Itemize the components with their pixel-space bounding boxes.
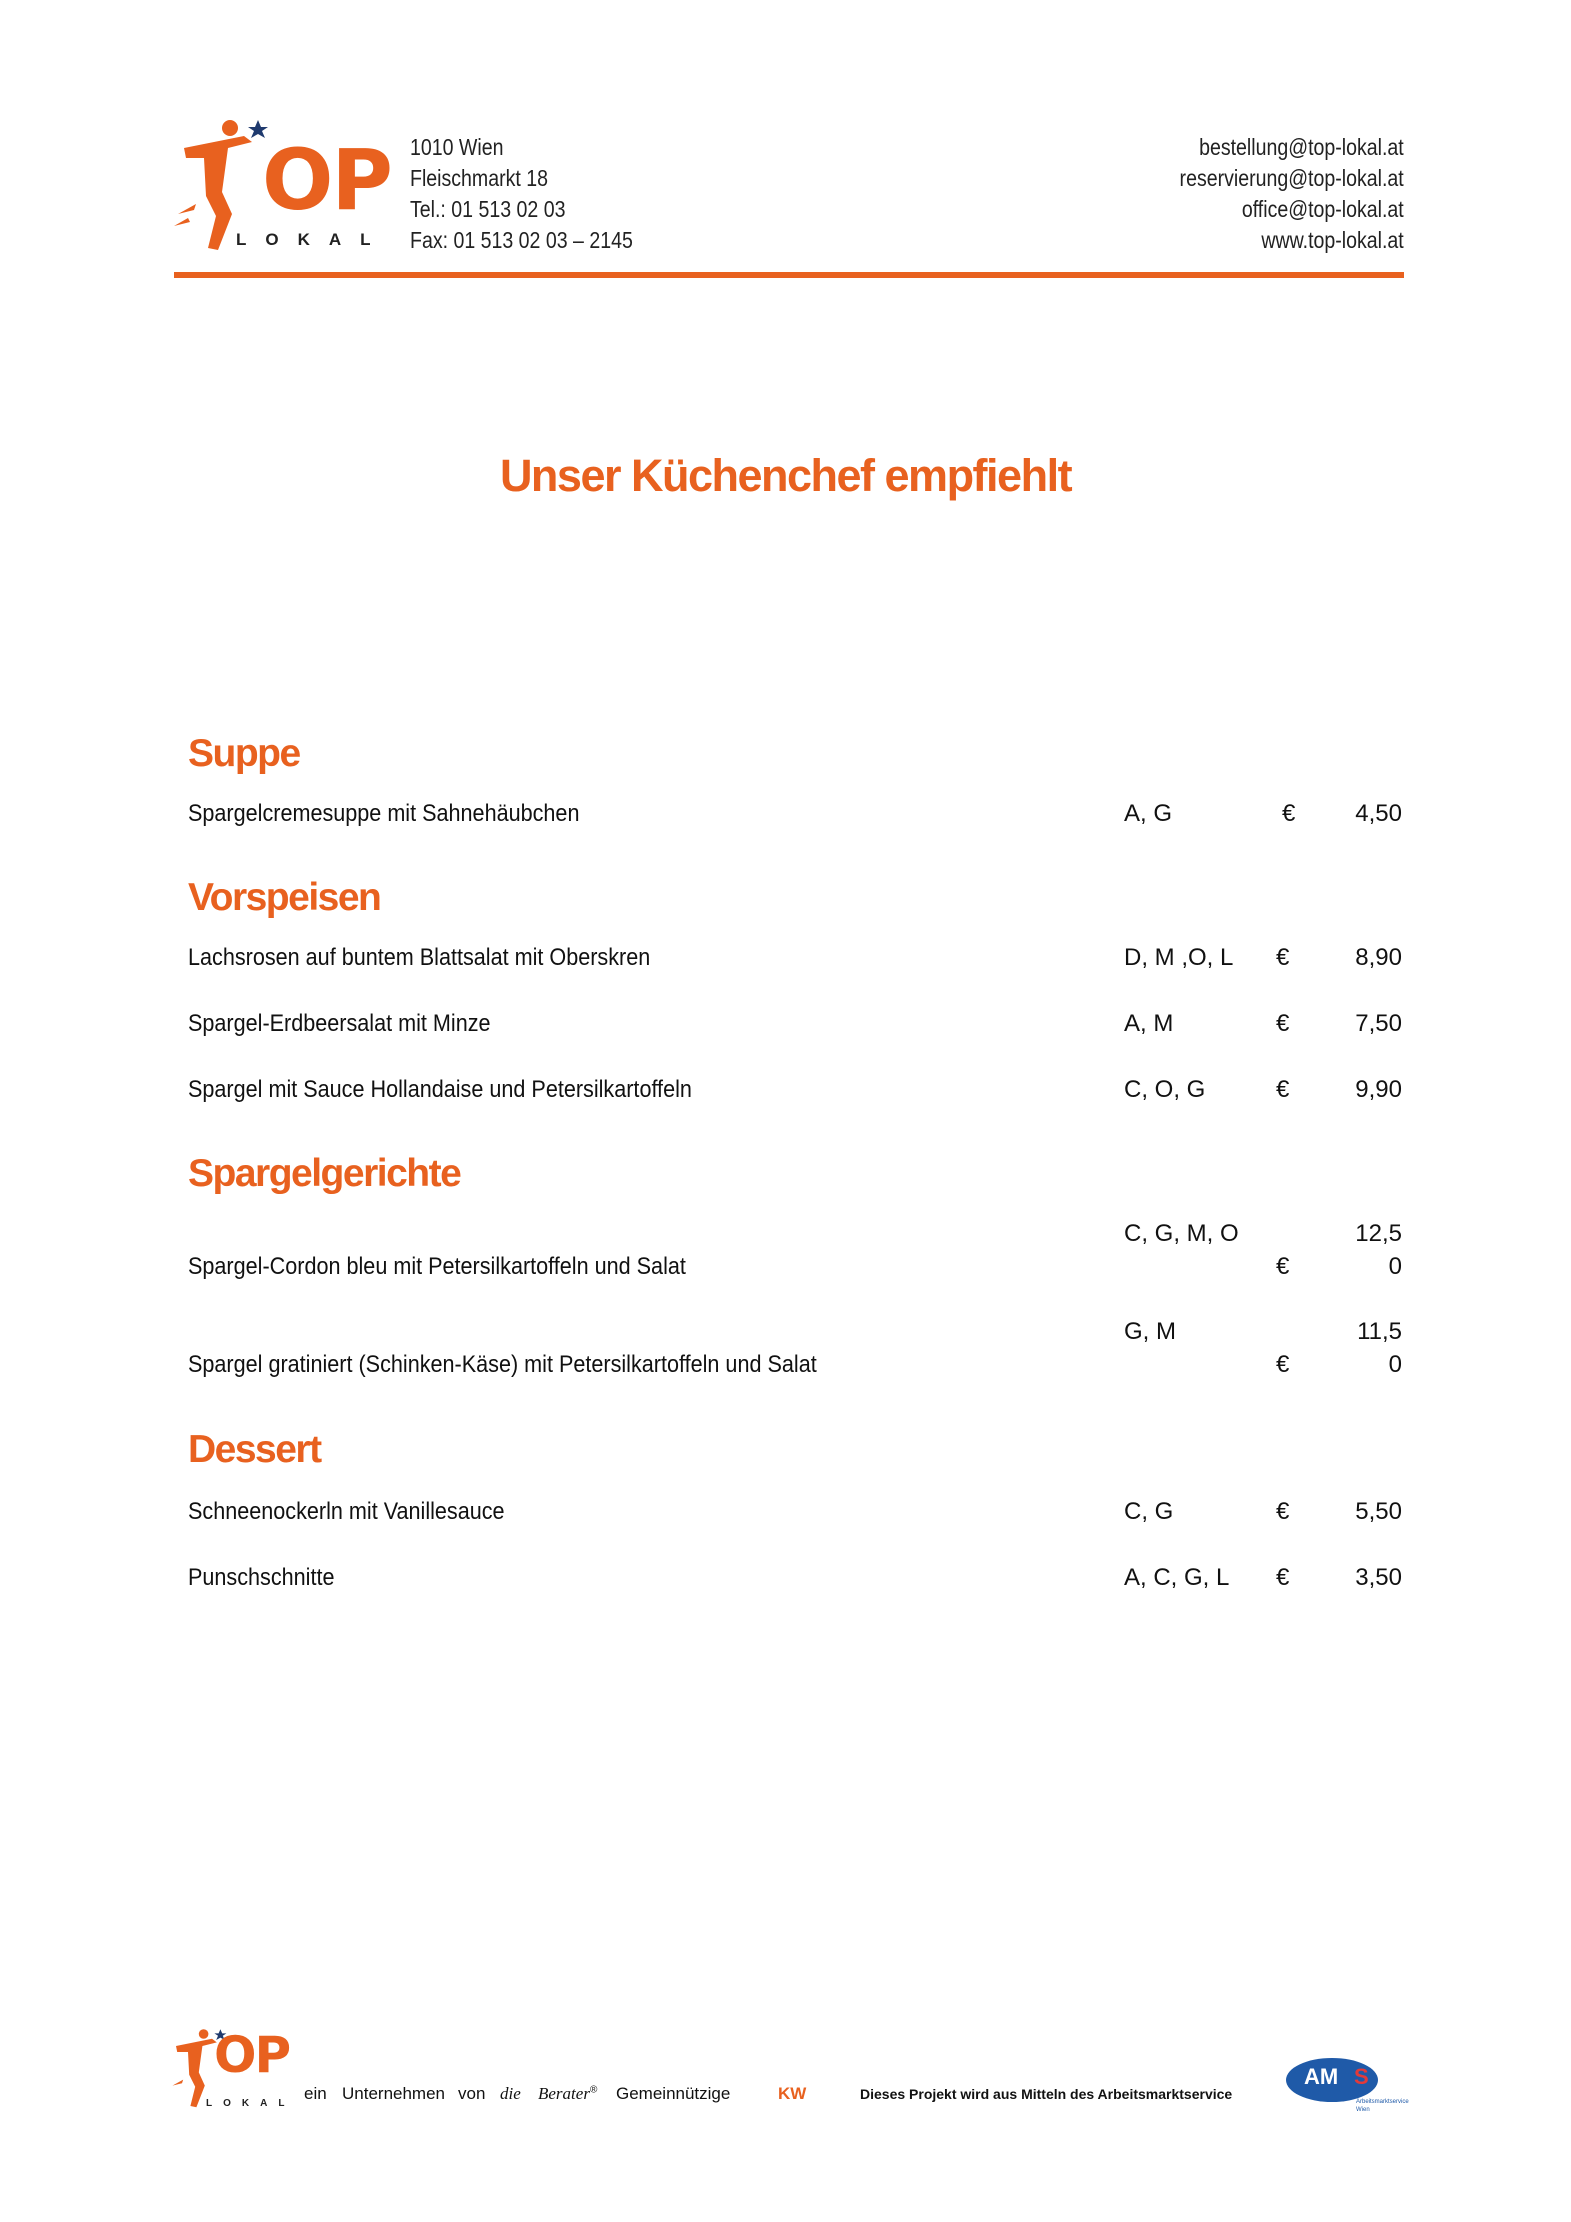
website-link[interactable]: www.top-lokal.at — [1261, 227, 1404, 253]
menu-item — [188, 1220, 1402, 1290]
dish-price-line2: 0 — [1388, 1351, 1402, 1378]
top-lokal-logo — [174, 118, 400, 260]
ams-logo-subtitle: Arbeitsmarktservice Wien — [1356, 2099, 1409, 2113]
currency-symbol: € — [1276, 944, 1290, 971]
footer-text-die: die — [500, 2084, 521, 2103]
dish-name: Spargel mit Sauce Hollandaise und Petersilkartoffeln — [188, 1076, 692, 1103]
footer-project-note: Dieses Projekt wird aus Mitteln des Arbeitsmarktservice — [860, 2086, 1233, 2102]
footer-text-berater: Berater® — [538, 2084, 598, 2103]
dish-name: Schneenockerln mit Vanillesauce — [188, 1498, 505, 1525]
currency-symbol: € — [1276, 1351, 1290, 1378]
dish-price-line1: 12,5 — [1355, 1220, 1402, 1247]
footer-text-von: von — [458, 2084, 486, 2103]
dish-price-line2: 0 — [1388, 1253, 1402, 1280]
section-heading-dessert: Dessert — [188, 1428, 321, 1471]
dish-name: Punschschnitte — [188, 1564, 335, 1591]
section-heading-suppe: Suppe — [188, 732, 300, 775]
currency-symbol: € — [1282, 800, 1296, 827]
allergen-codes: G, M — [1124, 1318, 1176, 1345]
footer-logo-wordmark: OP — [214, 2026, 290, 2084]
footer-kw-badge: KW — [778, 2084, 807, 2103]
letterhead — [174, 118, 1404, 278]
dish-price: 4,50 — [1355, 800, 1402, 827]
dish-name: Spargel-Cordon bleu mit Petersilkartoffeln und Salat — [188, 1253, 686, 1280]
allergen-codes: D, M ,O, L — [1124, 944, 1234, 971]
dish-price: 7,50 — [1355, 1010, 1402, 1037]
dish-price: 5,50 — [1355, 1498, 1402, 1525]
logo-wordmark: OP — [262, 131, 391, 229]
dish-name: Spargel-Erdbeersalat mit Minze — [188, 1010, 491, 1037]
footer-text-ein: ein — [304, 2084, 327, 2103]
address-phone: Tel.: 01 513 02 03 — [410, 196, 566, 222]
logo-subtitle: LOKAL — [236, 230, 390, 249]
allergen-codes: C, O, G — [1124, 1076, 1206, 1103]
dish-price: 8,90 — [1355, 944, 1402, 971]
footer-text-gemeinnuetzige: Gemeinnützige — [616, 2084, 731, 2103]
currency-symbol: € — [1276, 1564, 1290, 1591]
email-office-link[interactable]: office@top-lokal.at — [1242, 196, 1404, 222]
ams-logo-s: S — [1354, 2064, 1369, 2089]
dish-name: Spargel gratiniert (Schinken-Käse) mit Petersilkartoffeln und Salat — [188, 1351, 817, 1378]
allergen-codes: A, G — [1124, 800, 1173, 827]
currency-symbol: € — [1276, 1076, 1290, 1103]
allergen-codes: C, G, M, O — [1124, 1220, 1239, 1247]
address-street: Fleischmarkt 18 — [410, 165, 548, 191]
address-city: 1010 Wien — [410, 134, 504, 160]
currency-symbol: € — [1276, 1010, 1290, 1037]
dish-name: Lachsrosen auf buntem Blattsalat mit Oberskren — [188, 944, 651, 971]
dish-name: Spargelcremesuppe mit Sahnehäubchen — [188, 800, 580, 827]
header-divider — [174, 272, 1404, 278]
section-heading-vorspeisen: Vorspeisen — [188, 876, 381, 919]
dish-price: 3,50 — [1355, 1564, 1402, 1591]
ams-logo — [1286, 2054, 1436, 2124]
email-reservierung-link[interactable]: reservierung@top-lokal.at — [1179, 165, 1404, 191]
address-block — [410, 132, 672, 256]
menu-item — [188, 1318, 1402, 1388]
dish-price: 9,90 — [1355, 1076, 1402, 1103]
email-bestellung-link[interactable]: bestellung@top-lokal.at — [1199, 134, 1404, 160]
dish-price-line1: 11,5 — [1357, 1318, 1402, 1345]
footer-text-unternehmen: Unternehmen — [342, 2084, 446, 2103]
allergen-codes: A, C, G, L — [1124, 1564, 1230, 1591]
address-fax: Fax: 01 513 02 03 – 2145 — [410, 227, 633, 253]
currency-symbol: € — [1276, 1498, 1290, 1525]
footer-logo — [170, 2020, 310, 2120]
allergen-codes: A, M — [1124, 1010, 1174, 1037]
page-title: Unser Küchenchef empfiehlt — [499, 450, 1072, 501]
ams-logo-text: AM — [1304, 2064, 1339, 2089]
section-heading-spargelgerichte: Spargelgerichte — [188, 1152, 461, 1195]
contact-block — [1140, 132, 1404, 256]
allergen-codes: C, G — [1124, 1498, 1174, 1525]
footer — [170, 2020, 1440, 2130]
currency-symbol: € — [1276, 1253, 1290, 1280]
footer-logo-subtitle: LOKAL — [206, 2098, 296, 2109]
